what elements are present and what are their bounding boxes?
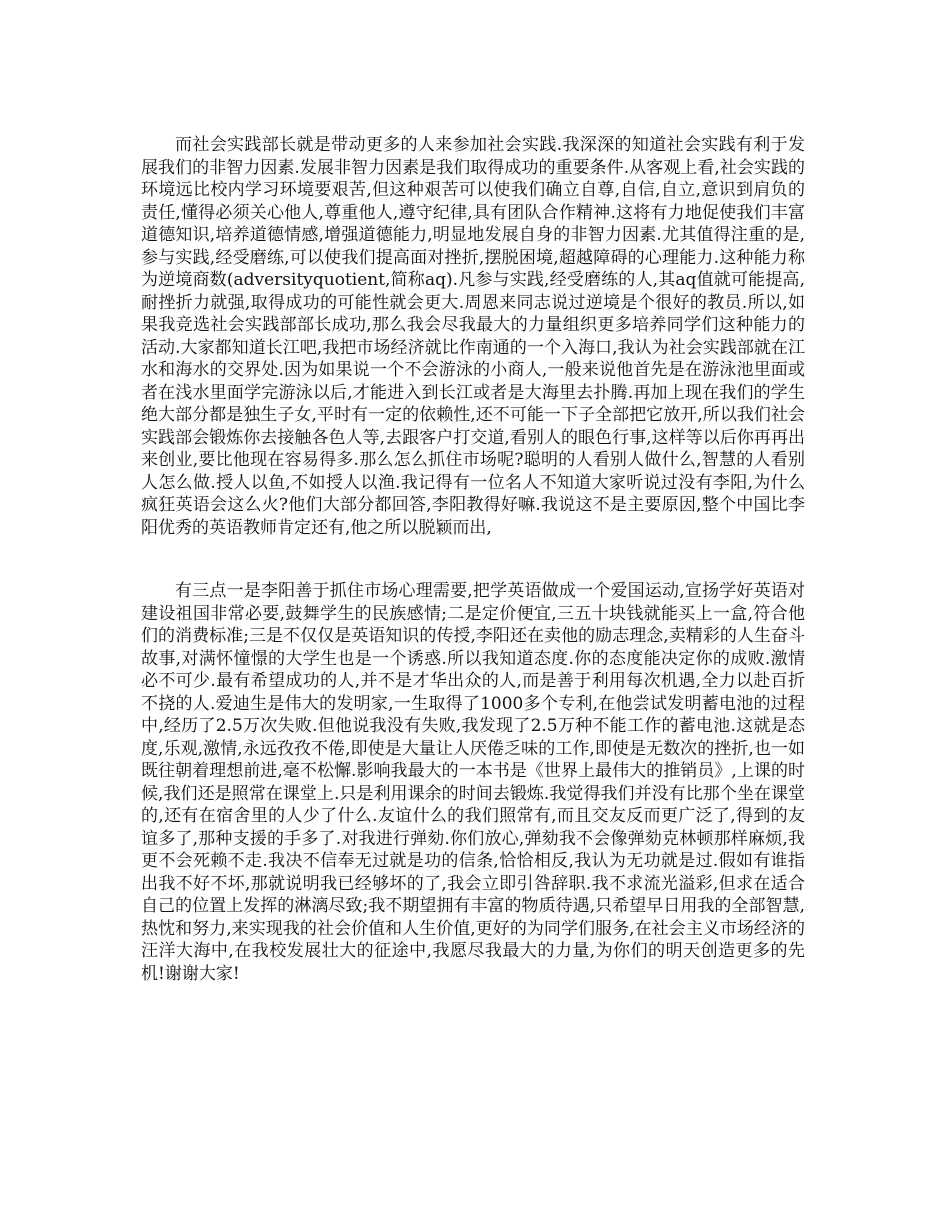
body-paragraph: 而社会实践部长就是带动更多的人来参加社会实践.我深深的知道社会实践有利于发展我们的非智力因素.发展非智力因素是我们取得成功的重要条件.从客观上看,社会实践的环境远比校内学习环境要艰苦,但这种艰苦可以使我们确立自尊,自信,自立,意识到肩负的责任,懂得必须关心他人,尊重他人,遵守纪律,具有团队合作精神.这将有力地促使我们丰富道德知识,培养道德情感,增强道德能力,明显地发展自身的非智力因素.尤其值得注重的是,参与实践,经受磨练,可以使我们提高面对挫折,摆脱困境,超越障碍的心理能力.这种能力称为逆境商数(adversityquotient,简称aq).凡参与实践,经受磨练的人,其aq值就可能提高,耐挫折力就强,取得成功的可能性就会更大.周恩来同志说过逆境是个很好的教员.所以,如果我竞选社会实践部部长成功,那么我会尽我最大的力量组织更多培养同学们这种能力的活动.大家都知道长江吧,我把市场经济就比作南通的一个入海口,我认为社会实践部就在江水和海水的交界处.因为如果说一个不会游泳的小商人,一般来说他首先是在游泳池里面或者在浅水里面学完游泳以后,才能进入到长江或者是大海里去扑腾.再加上现在我们的学生绝大部分都是独生子女,平时有一定的依赖性,还不可能一下子全部把它放开,所以我们社会实践部会锻炼你去接触各色人等,去跟客户打交道,看别人的眼色行事,这样等以后你再再出来创业,要比他现在容易得多.那么怎么抓住市场呢?聪明的人看别人做什么,智慧的人看别人怎么做.授人以鱼,不如授人以渔.我记得有一位名人不知道大家听说过没有李阳,为什么疯狂英语会这么火?他们大部分都回答,李阳教得好嘛.我说这不是主要原因,整个中国比李阳优秀的英语教师肯定还有,他之所以脱颖而出, xyxy=(141,135,805,538)
body-paragraph: 有三点一是李阳善于抓住市场心理需要,把学英语做成一个爱国运动,宣扬学好英语对建设祖国非常必要,鼓舞学生的民族感情;二是定价便宜,三五十块钱就能买上一盒,符合他们的消费标准;三是不仅仅是英语知识的传授,李阳还在卖他的励志理念,卖精彩的人生奋斗故事,对满怀憧憬的大学生也是一个诱惑.所以我知道态度.你的态度能决定你的成败.激情必不可少.最有希望成功的人,并不是才华出众的人,而是善于利用每次机遇,全力以赴百折不挠的人.爱迪生是伟大的发明家,一生取得了1000多个专利,在他尝试发明蓄电池的过程中,经历了2.5万次失败.但他说我没有失败,我发现了2.5万种不能工作的蓄电池.这就是态度,乐观,激情,永远孜孜不倦,即使是大量让人厌倦乏味的工作,即使是无数次的挫折,也一如既往朝着理想前进,毫不松懈.影响我最大的一本书是《世界上最伟大的推销员》,上课的时候,我们还是照常在课堂上.只是利用课余的时间去锻炼.我觉得我们并没有比那个坐在课堂的,还有在宿舍里的人少了什么.友谊什么的我们照常有,而且交友反而更广泛了,得到的友谊多了,那种支援的手多了.对我进行弹劾.你们放心,弹劾我不会像弹劾克林顿那样麻烦,我更不会死赖不走.我决不信奉无过就是功的信条,恰恰相反,我认为无功就是过.假如有谁指出我不好不坏,那就说明我已经够坏的了,我会立即引咎辞职.我不求流光溢彩,但求在适合自己的位置上发挥的淋漓尽致;我不期望拥有丰富的物质待遇,只希望早日用我的全部智慧,热忱和努力,来实现我的社会价值和人生价值,更好的为同学们服务,在社会主义市场经济的汪洋大海中,在我校发展壮大的征途中,我愿尽我最大的力量,为你们的明天创造更多的先机!谢谢大家! xyxy=(141,581,805,984)
